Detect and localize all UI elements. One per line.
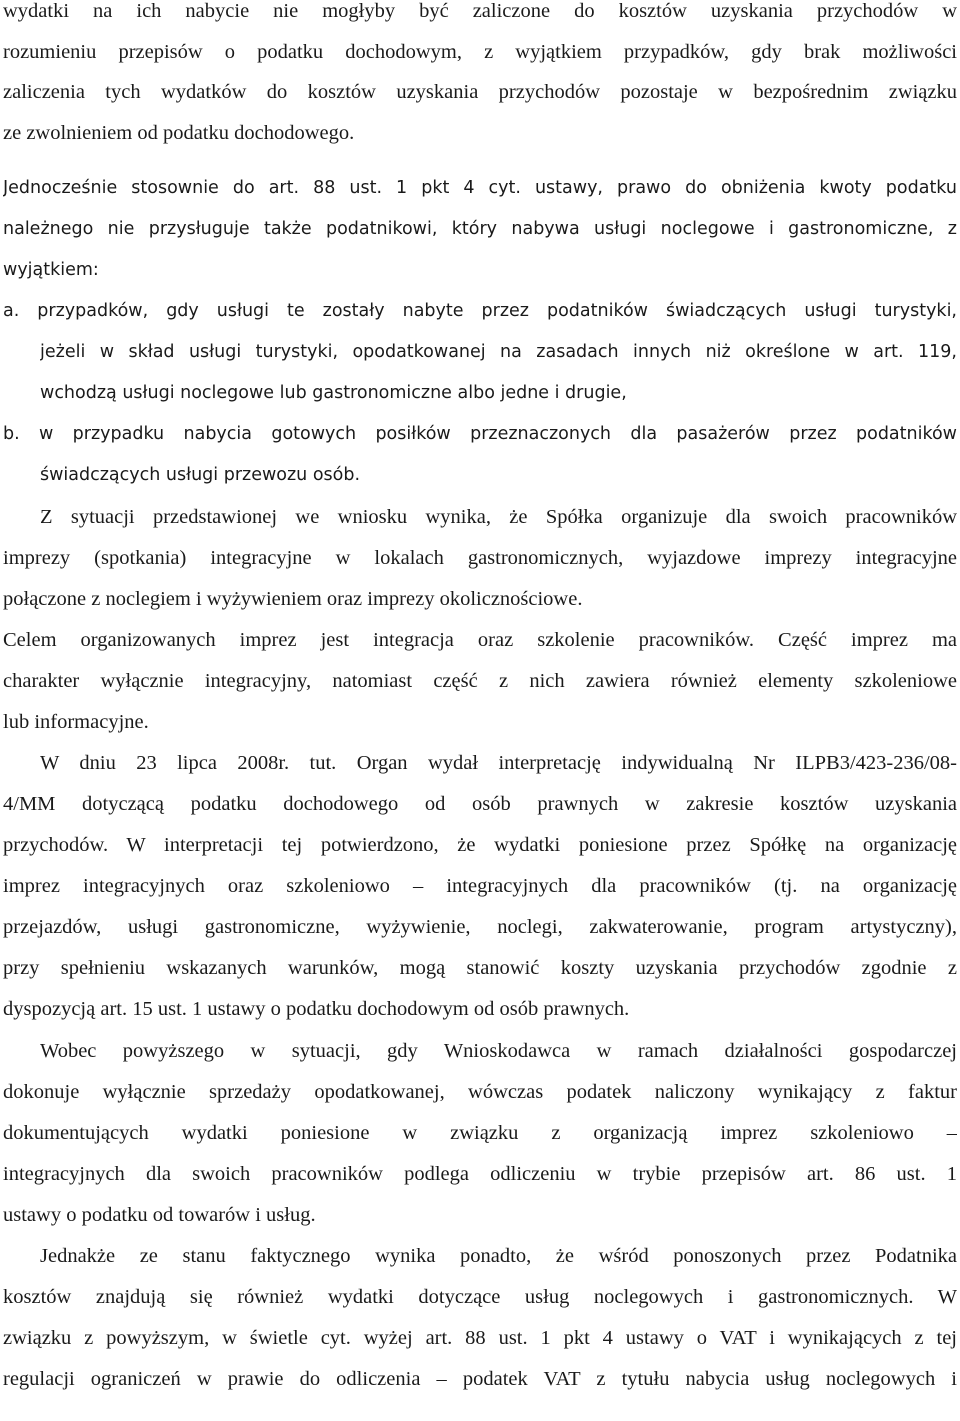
text-line: integracyjnych dla swoich pracowników podlega odliczeniu w trybie przepisów art. 86 ust. 1 (3, 1163, 957, 1185)
text-line: zaliczenia tych wydatków do kosztów uzyskania przychodów pozostaje w bezpośrednim związku (3, 81, 957, 103)
text-line: Celem organizowanych imprez jest integracja oraz szkolenie pracowników. Część imprez ma (3, 629, 957, 651)
list-item-b: b. w przypadku nabycia gotowych posiłków przeznaczonych dla pasażerów przez podatników (3, 424, 957, 444)
text-line: W dniu 23 lipca 2008r. tut. Organ wydał interpretację indywidualną Nr ILPB3/423-236/08- (40, 752, 957, 774)
text-line: rozumieniu przepisów o podatku dochodowym, z wyjątkiem przypadków, gdy brak możliwości (3, 41, 957, 63)
text-line: przy spełnieniu wskazanych warunków, mogą stanowić koszty uzyskania przychodów zgodnie z (3, 957, 957, 979)
text-line: połączone z noclegiem i wyżywieniem oraz imprezy okolicznościowe. (3, 588, 583, 610)
text-line: imprezy (spotkania) integracyjne w lokalach gastronomicznych, wyjazdowe imprezy integracyjne (3, 547, 957, 569)
text-line: dokumentujących wydatki poniesione w związku z organizacją imprez szkoleniowo – (3, 1122, 957, 1144)
text-line: imprez integracyjnych oraz szkoleniowo – integracyjnych dla pracowników (tj. na organizację (3, 875, 957, 897)
list-item-a: a. przypadków, gdy usługi te zostały nabyte przez podatników świadczących usługi turystyki, (3, 301, 957, 321)
text-line: dyspozycją art. 15 ust. 1 ustawy o podatku dochodowym od osób prawnych. (3, 998, 630, 1020)
text-line: Z sytuacji przedstawionej we wniosku wynika, że Spółka organizuje dla swoich pracowników (40, 506, 957, 528)
text-line: Jednocześnie stosownie do art. 88 ust. 1 pkt 4 cyt. ustawy, prawo do obniżenia kwoty podatku (3, 178, 957, 198)
text-line: wyjątkiem: (3, 260, 99, 280)
text-line: charakter wyłącznie integracyjny, natomiast część z nich zawiera również elementy szkoleniowe (3, 670, 957, 692)
text-line: wydatki na ich nabycie nie mogłyby być zaliczone do kosztów uzyskania przychodów w (3, 0, 957, 22)
text-line: świadczących usługi przewozu osób. (40, 465, 361, 485)
text-line: należnego nie przysługuje także podatnikowi, który nabywa usługi noclegowe i gastronomiczne, z (3, 219, 957, 239)
text-line: przychodów. W interpretacji tej potwierdzono, że wydatki poniesione przez Spółkę na organizację (3, 834, 957, 856)
text-line: 4/MM dotyczącą podatku dochodowego od osób prawnych w zakresie kosztów uzyskania (3, 793, 957, 815)
text-line: dokonuje wyłącznie sprzedaży opodatkowanej, wówczas podatek naliczony wynikający z faktur (3, 1081, 957, 1103)
text-line: regulacji ograniczeń w prawie do odliczenia – podatek VAT z tytułu nabycia usług noclegowych i (3, 1368, 957, 1390)
text-line: lub informacyjne. (3, 711, 149, 733)
text-line: jeżeli w skład usługi turystyki, opodatkowanej na zasadach innych niż określone w art. 119, (40, 342, 957, 362)
text-line: ze zwolnieniem od podatku dochodowego. (3, 122, 355, 144)
text-line: Wobec powyższego w sytuacji, gdy Wnioskodawca w ramach działalności gospodarczej (40, 1040, 957, 1062)
text-line: Jednakże ze stanu faktycznego wynika ponadto, że wśród ponoszonych przez Podatnika (40, 1245, 957, 1267)
text-line: wchodzą usługi noclegowe lub gastronomiczne albo jedne i drugie, (40, 383, 627, 403)
text-line: ustawy o podatku od towarów i usług. (3, 1204, 316, 1226)
text-line: związku z powyższym, w świetle cyt. wyżej art. 88 ust. 1 pkt 4 ustawy o VAT i wynikających z tej (3, 1327, 957, 1349)
text-line: przejazdów, usługi gastronomiczne, wyżywienie, noclegi, zakwaterowanie, program artystyczny), (3, 916, 957, 938)
text-line: kosztów znajdują się również wydatki dotyczące usług noclegowych i gastronomicznych. W (3, 1286, 957, 1308)
